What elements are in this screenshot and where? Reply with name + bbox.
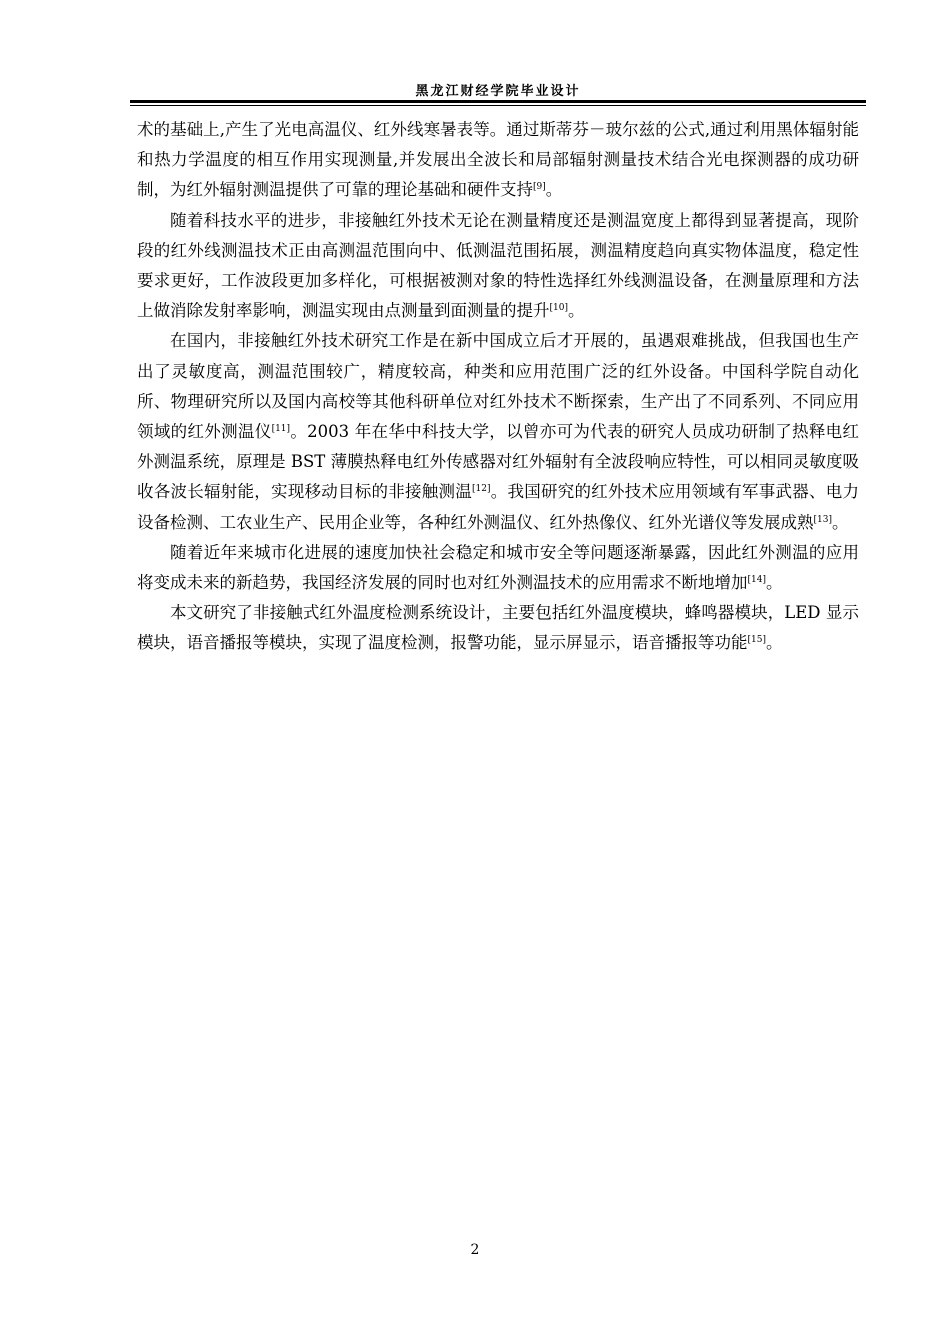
page-header-title: 黑龙江财经学院毕业设计 — [415, 84, 581, 99]
paragraph-text: 。 — [765, 573, 783, 593]
citation-marker: [15] — [747, 635, 766, 646]
citation-marker: [9] — [533, 182, 546, 193]
paragraph-text: 。 — [567, 301, 585, 321]
body-paragraph — [137, 115, 859, 206]
paragraph-text: 随着近年来城市化进展的速度加快社会稳定和城市安全等问题逐渐暴露，因此红外测温的应用将变成未来的新趋势，我国经济发展的同时也对红外测温技术的应用需求不断地增加 — [137, 542, 859, 593]
header-rule-thick — [130, 100, 866, 103]
citation-marker: [13] — [813, 514, 832, 525]
body-paragraph — [137, 206, 859, 327]
citation-marker: [14] — [747, 575, 766, 586]
citation-marker: [11] — [271, 424, 291, 435]
citation-marker: [10] — [549, 303, 568, 314]
document-body — [137, 115, 859, 659]
paragraph-text: 术的基础上,产生了光电高温仪、红外线寒暑表等。通过斯蒂芬－玻尔兹的公式,通过利用黑体辐射能和热力学温度的相互作用实现测量,并发展出全波长和局部辐射测量技术结合光电探测器的成功研制，为红外辐射测温提供了可靠的理论基础和硬件支持 — [137, 120, 859, 200]
paragraph-text: 。2003 年在华中科技大学，以曾亦可为代表的研究人员成功研制了热释电红外测温系统，原理是 BST 薄膜热释电红外传感器对红外辐射有全波段响应特性，可以相同灵敏度吸收各波长辐射能，实现移动目标的非接触测温 — [137, 422, 859, 502]
paragraph-text: 在国内，非接触红外技术研究工作是在新中国成立后才开展的，虽遇艰难挑战，但我国也生产出了灵敏度高，测温范围较广，精度较高，种类和应用范围广泛的红外设备。中国科学院自动化所、物理研究所以及国内高校等其他科研单位对红外技术不断探索，生产出了不同系列、不同应用领域的红外测温仪 — [137, 331, 859, 442]
body-paragraph — [137, 538, 859, 598]
body-paragraph — [137, 598, 859, 658]
paragraph-text: 。 — [545, 180, 563, 200]
paragraph-text: 。我国研究的红外技术应用领域有军事武器、电力设备检测、工农业生产、民用企业等，各种红外测温仪、红外热像仪、红外光谱仪等发展成熟 — [137, 482, 860, 532]
body-paragraph — [137, 326, 859, 537]
paragraph-text: 本文研究了非接触式红外温度检测系统设计，主要包括红外温度模块，蜂鸣器模块，LED 显示模块，语音播报等模块，实现了温度检测，报警功能，显示屏显示，语音播报等功能 — [137, 603, 859, 653]
paragraph-text: 随着科技水平的进步，非接触红外技术无论在测量精度还是测温宽度上都得到显著提高，现阶段的红外线测温技术正由高测温范围向中、低测温范围拓展，测温精度趋向真实物体温度，稳定性要求更好，工作波段更加多样化，可根据被测对象的特性选择红外线测温设备，在测量原理和方法上做消除发射率影响，测温实现由点测量到面测量的提升 — [137, 210, 859, 321]
paragraph-text: 。 — [831, 512, 849, 532]
citation-marker: [12] — [472, 484, 491, 495]
paragraph-text: 。 — [765, 633, 783, 653]
page-number: 2 — [470, 1242, 480, 1258]
header-rule-thin — [130, 105, 866, 106]
